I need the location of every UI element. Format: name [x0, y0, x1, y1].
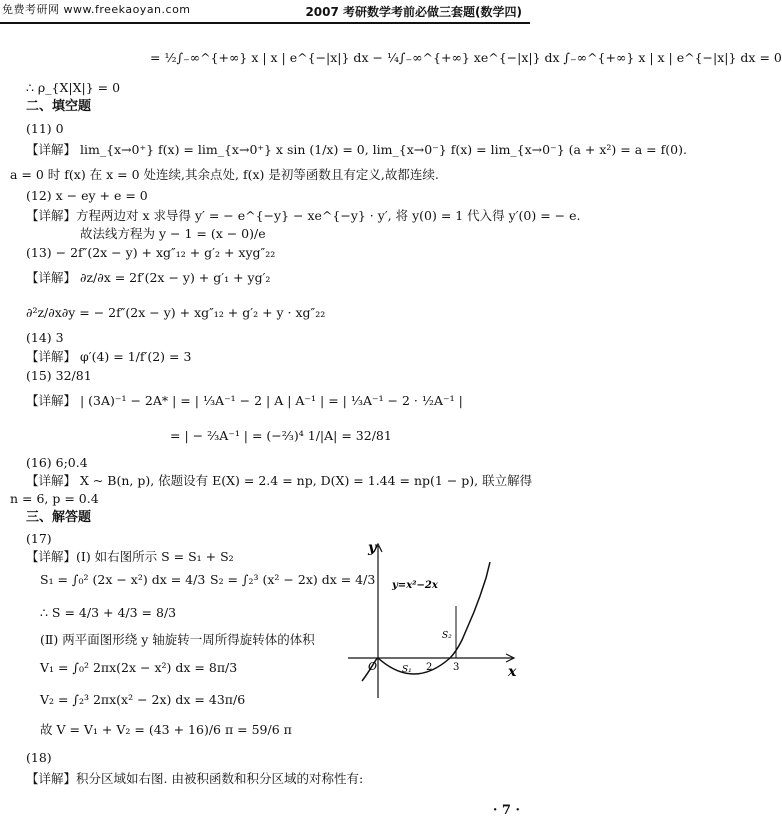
book-title: 2007 考研数学考前必做三套题(数学四) [305, 5, 522, 19]
formula-line: = ½∫₋∞^{+∞} x | x | e^{−|x|} dx − ¼∫₋∞^{+∞} xe^{−|x|} dx ∫₋∞^{+∞} x | x | e^{−|x|} dx = 0 [150, 50, 782, 65]
curve-label: y=x²−2x [392, 580, 438, 591]
q13-detail: 【详解】 ∂z/∂x = 2f′(2x − y) + g′₁ + yg′₂ [26, 270, 271, 285]
q12-normal-line: 故法线方程为 y − 1 = (x − 0)/e [80, 226, 266, 241]
watermark: 免费考研网 www.freekaoyan.com [2, 3, 191, 16]
y-label: y [368, 540, 377, 556]
q17-s-total: ∴ S = 4/3 + 4/3 = 8/3 [40, 605, 177, 620]
q11-answer: (11) 0 [26, 121, 64, 136]
q16-detail: 【详解】 X ~ B(n, p), 依题设有 E(X) = 2.4 = np, D(X) = 1.44 = np(1 − p), 联立解得 [26, 473, 533, 488]
parabola-figure [342, 540, 522, 712]
x-label: x [508, 664, 517, 680]
correlation-result: ∴ ρ_{X|X|} = 0 [26, 80, 121, 95]
q18-number: (18) [26, 750, 52, 765]
q17-v2: V₂ = ∫₂³ 2πx(x² − 2x) dx = 43π/6 [40, 692, 246, 707]
q17-part2: (Ⅱ) 两平面图形绕 y 轴旋转一周所得旋转体的体积 [40, 632, 315, 647]
q16-detail-cont: n = 6, p = 0.4 [10, 491, 99, 506]
origin-label: O [368, 660, 378, 673]
q13-answer: (13) − 2f″(2x − y) + xg″₁₂ + g′₂ + xyg″₂₂ [26, 245, 276, 260]
q11-detail-cont: a = 0 时 f(x) 在 x = 0 处连续,其余点处, f(x) 是初等函数且有定义,故都连续. [10, 167, 439, 182]
q12-detail: 【详解】方程两边对 x 求导得 y′ = − e^{−y} − xe^{−y} · y′, 将 y(0) = 1 代入得 y′(0) = − e. [26, 208, 581, 223]
s1-label: S₁ [402, 665, 412, 675]
q14-detail: 【详解】 φ′(4) = 1/f′(2) = 3 [26, 349, 192, 364]
q17-s1: S₁ = ∫₀² (2x − x²) dx = 4/3 [40, 572, 206, 587]
q18-detail: 【详解】积分区域如右图. 由被积函数和积分区域的对称性有: [26, 771, 364, 786]
q13-detail-cont: ∂²z/∂x∂y = − 2f″(2x − y) + xg″₁₂ + g′₂ + y · xg″₂₂ [26, 305, 326, 320]
q11-detail: 【详解】 lim_{x→0⁺} f(x) = lim_{x→0⁺} x sin (1/x) = 0, lim_{x→0⁻} f(x) = lim_{x→0⁻} (a + x²) = a = f(0). [26, 142, 687, 157]
q15-answer: (15) 32/81 [26, 368, 92, 383]
section-fill-blank: 二、填空题 [26, 99, 92, 114]
q17-v1: V₁ = ∫₀² 2πx(2x − x²) dx = 8π/3 [40, 660, 238, 675]
tick-2: 2 [426, 662, 433, 673]
section-solutions: 三、解答题 [26, 510, 92, 525]
q17-part1: 【详解】(Ⅰ) 如右图所示 S = S₁ + S₂ [26, 549, 234, 564]
page-header [0, 0, 530, 24]
q17-v-total: 故 V = V₁ + V₂ = (43 + 16)/6 π = 59/6 π [40, 722, 292, 737]
q12-answer: (12) x − ey + e = 0 [26, 188, 148, 203]
q17-s2: S₂ = ∫₂³ (x² − 2x) dx = 4/3 [210, 572, 376, 587]
tick-3: 3 [453, 662, 460, 673]
page-number: · 7 · [492, 803, 520, 818]
s2-label: S₂ [442, 631, 452, 641]
q15-detail-cont: = | − ⅔A⁻¹ | = (−⅔)⁴ 1/|A| = 32/81 [170, 428, 392, 443]
q14-answer: (14) 3 [26, 330, 64, 345]
q17-number: (17) [26, 531, 52, 546]
q16-answer: (16) 6;0.4 [26, 455, 88, 470]
q15-detail: 【详解】 | (3A)⁻¹ − 2A* | = | ⅓A⁻¹ − 2 | A | A⁻¹ | = | ⅓A⁻¹ − 2 · ½A⁻¹ | [26, 393, 463, 408]
